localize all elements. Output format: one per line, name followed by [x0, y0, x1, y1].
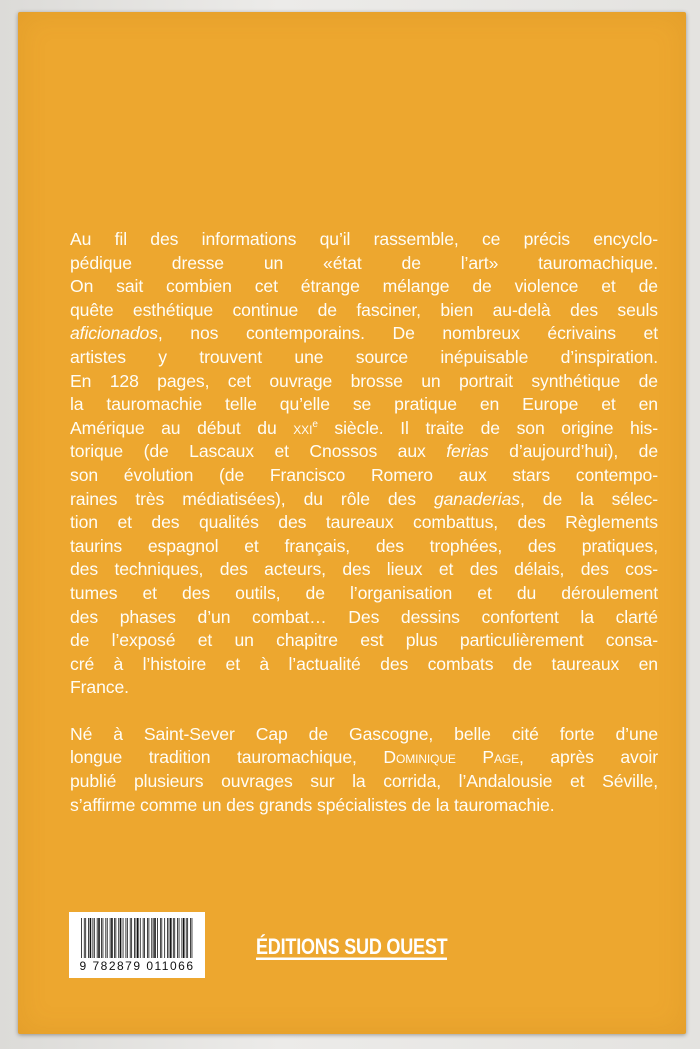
text-line: [70, 606, 658, 630]
italic-term: aficionados: [70, 323, 158, 344]
text-segment: de l’exposé et un chapitre est plus particulièrement consa-: [70, 630, 658, 651]
barcode-bar: [143, 918, 144, 958]
text-line: [70, 299, 658, 323]
barcode-bar: [110, 918, 111, 958]
barcode-bar: [177, 918, 178, 958]
text-segment: des phases d’un combat… Des dessins confortent la clarté: [70, 606, 658, 627]
text-line: [70, 393, 658, 417]
text-segment: cré à l’histoire et à l’actualité des combats de taureaux en: [70, 653, 658, 674]
text-line: [70, 346, 658, 370]
barcode-bar: [147, 918, 148, 958]
blurb-text: [70, 228, 658, 817]
barcode-bar: [114, 918, 115, 958]
text-segment: pédique dresse un «état de l’art» tauromachique.: [70, 252, 658, 273]
barcode-bar: [137, 918, 139, 958]
barcode-bar: [154, 918, 156, 958]
barcode-bar: [84, 918, 85, 958]
text-line: [70, 676, 658, 700]
text-segment: d’aujourd’hui), de: [488, 441, 659, 462]
text-segment: taurins espagnol et français, des trophées, des pratiques,: [70, 535, 658, 556]
text-segment: son évolution (de Francisco Romero aux stars contempo-: [70, 464, 658, 485]
isbn-number: 9 782879 011066: [79, 959, 195, 973]
barcode-bar: [140, 918, 141, 958]
barcode-bars: [81, 918, 193, 958]
barcode-bar: [153, 918, 154, 958]
barcode-bar: [183, 918, 185, 958]
text-line: [70, 723, 658, 747]
barcode-bar: [130, 918, 131, 958]
isbn-barcode: [69, 912, 205, 978]
barcode-bar: [174, 918, 175, 958]
barcode-bar: [190, 918, 191, 958]
barcode-bar: [169, 918, 170, 958]
italic-term: ferias: [446, 441, 489, 462]
text-line: [70, 629, 658, 653]
text-segment: France.: [70, 677, 129, 698]
barcode-bar: [90, 918, 92, 958]
text-segment: quête esthétique continue de fasciner, bien au-delà des seuls: [70, 299, 658, 320]
barcode-bar: [111, 918, 113, 958]
text-segment: s’affirme comme un des grands spécialistes de la tauromachie.: [70, 794, 555, 815]
barcode-bar: [123, 918, 124, 958]
barcode-bar: [115, 918, 116, 958]
publisher-logo: ÉDITIONS SUD OUEST: [256, 933, 448, 959]
barcode-bar: [148, 918, 149, 958]
barcode-bar: [136, 918, 137, 958]
barcode-bar: [105, 918, 106, 958]
text-segment: raines très médiatisées), du rôle des: [70, 488, 434, 509]
text-segment: , de la sélec-: [520, 488, 658, 509]
barcode-bar: [151, 918, 152, 958]
text-line: [70, 770, 658, 794]
text-line: [70, 228, 658, 252]
barcode-bar: [81, 918, 82, 958]
text-segment: Né à Saint-Sever Cap de Gascogne, belle cité forte d’une: [70, 723, 658, 744]
text-segment: siècle. Il traite de son origine his-: [317, 417, 658, 438]
barcode-bar: [88, 918, 89, 958]
barcode-bar: [179, 918, 180, 958]
text-segment: la tauromachie telle qu’elle se pratique en Europe et en: [70, 394, 658, 415]
text-segment: Amérique au début du: [70, 417, 294, 438]
barcode-bar: [167, 918, 168, 958]
text-line: [70, 464, 658, 488]
text-line: [70, 746, 658, 770]
barcode-bar: [161, 918, 162, 958]
barcode-bar: [134, 918, 135, 958]
text-line: [70, 582, 658, 606]
text-line: [70, 535, 658, 559]
blurb-paragraph-author: [70, 723, 658, 817]
text-segment: En 128 pages, cet ouvrage brosse un portrait synthétique de: [70, 370, 658, 391]
barcode-bar: [97, 918, 98, 958]
barcode-bar: [92, 918, 93, 958]
barcode-bar: [131, 918, 132, 958]
barcode-bar: [98, 918, 100, 958]
text-line: [70, 511, 658, 535]
text-segment: Au fil des informations qu’il rassemble, ce précis encyclo-: [70, 229, 658, 249]
small-caps-text: Dominique Page: [383, 747, 520, 768]
barcode-bar: [157, 918, 158, 958]
text-segment: , nos contemporains. De nombreux écrivains et: [157, 323, 658, 344]
text-line: [70, 275, 658, 299]
text-segment: des techniques, des acteurs, des lieux et des délais, des cos-: [70, 559, 658, 580]
barcode-bar: [103, 918, 104, 958]
barcode-bar: [127, 918, 128, 958]
barcode-bar: [101, 918, 102, 958]
text-line: [70, 794, 658, 818]
barcode-bar: [187, 918, 188, 958]
barcode-bar: [170, 918, 172, 958]
barcode-bar: [85, 918, 86, 958]
barcode-bar: [118, 918, 119, 958]
text-line: [70, 440, 658, 464]
text-segment: publié plusieurs ouvrages sur la corrida, l’Andalousie et Séville,: [70, 771, 658, 792]
text-line: [70, 653, 658, 677]
italic-term: ganaderias: [433, 488, 520, 509]
barcode-bar: [144, 918, 145, 958]
text-line: [70, 558, 658, 582]
text-segment: tumes et des outils, de l’organisation et du déroulement: [70, 582, 658, 603]
barcode-bar: [94, 918, 95, 958]
text-segment: On sait combien cet étrange mélange de violence et de: [70, 276, 658, 297]
barcode-bar: [164, 918, 165, 958]
text-segment: tion et des qualités des taureaux combattus, des Règlements: [70, 512, 658, 533]
barcode-bar: [120, 918, 122, 958]
text-line: [70, 322, 658, 346]
barcode-bar: [173, 918, 174, 958]
text-segment: e: [312, 418, 318, 430]
text-segment: , après avoir: [519, 747, 658, 768]
text-line: [70, 488, 658, 512]
blurb-paragraph-description: [70, 228, 658, 700]
text-segment: torique (de Lascaux et Cnossos aux: [70, 441, 447, 462]
text-line: [70, 252, 658, 276]
text-line: [70, 417, 658, 441]
barcode-bar: [107, 918, 108, 958]
barcode-bar: [182, 918, 183, 958]
text-line: [70, 370, 658, 394]
small-caps-text: xxi: [293, 417, 313, 438]
barcode-bar: [126, 918, 127, 958]
text-segment: longue tradition tauromachique,: [70, 747, 384, 768]
text-segment: artistes y trouvent une source inépuisable d’inspiration.: [70, 346, 658, 367]
barcode-bar: [192, 918, 193, 958]
barcode-bar: [160, 918, 161, 958]
barcode-bar: [186, 918, 187, 958]
